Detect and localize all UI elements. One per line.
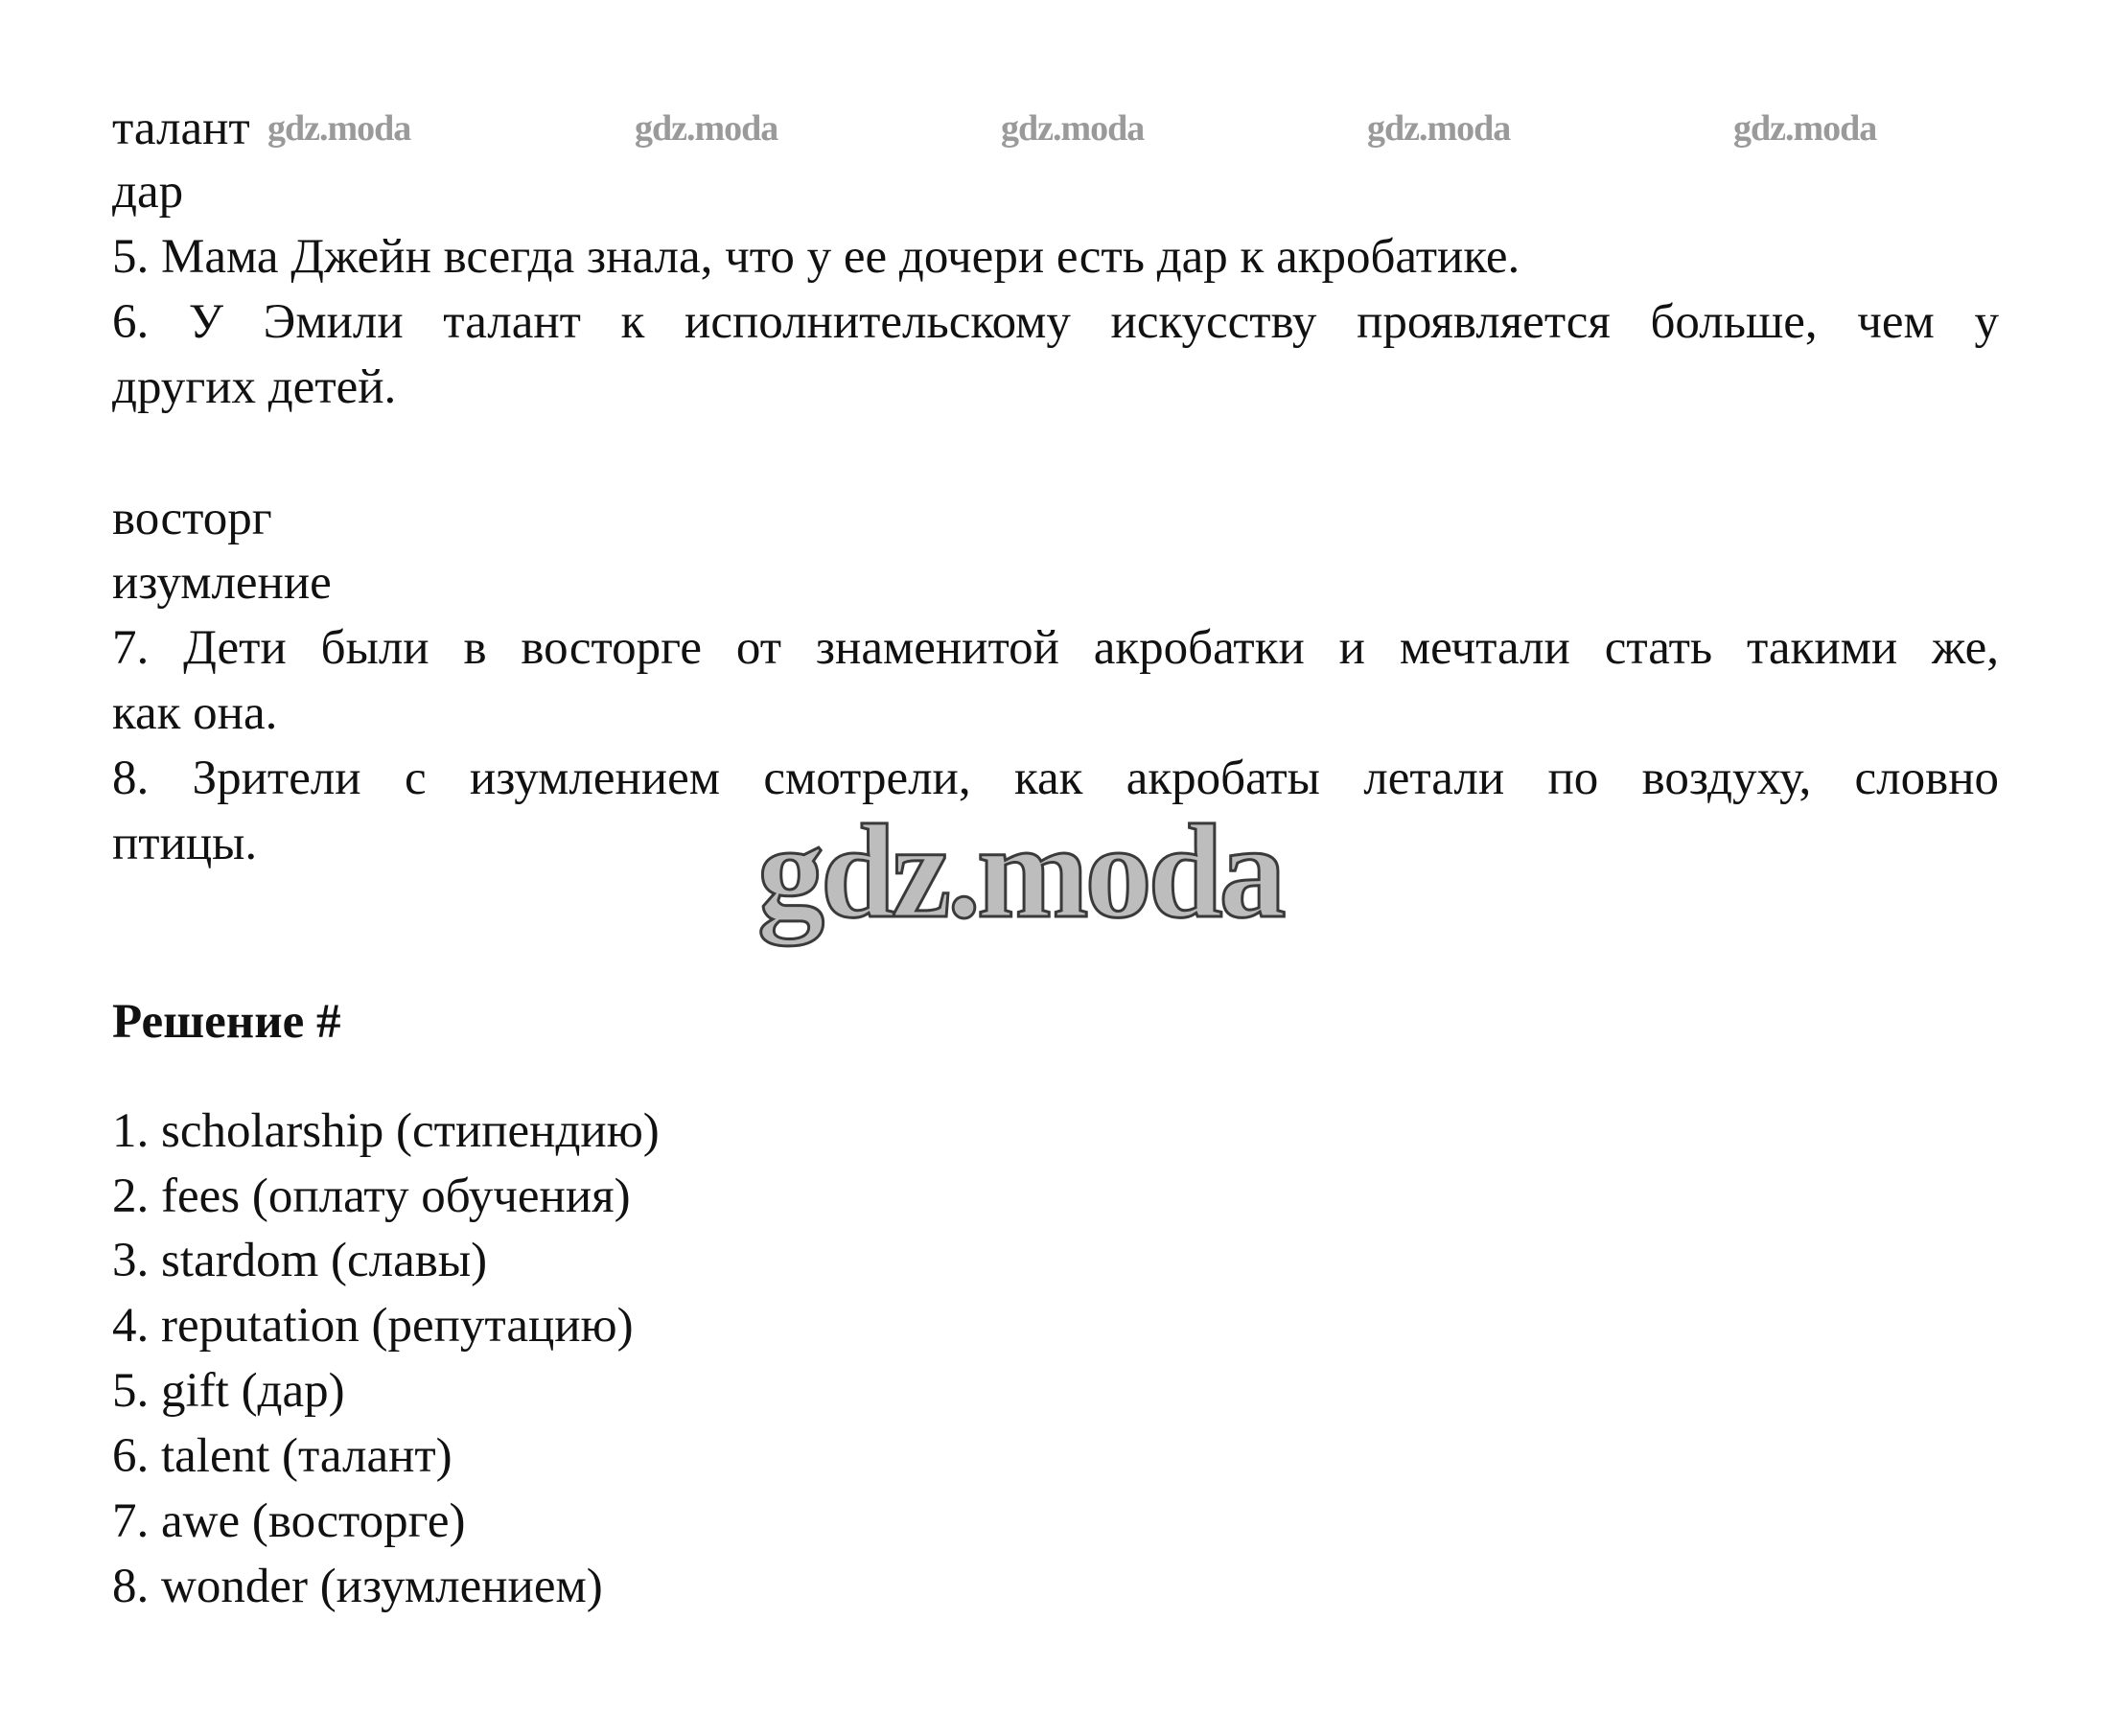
sentence-6-line-2: других детей. xyxy=(112,360,397,414)
watermark-small-5: gdz.moda xyxy=(1733,108,1877,149)
sentence-8-line-1: 8. Зрители с изумлением смотрели, как акробаты летали по воздуху, словно xyxy=(112,752,1999,805)
answer-item: 6. talent (талант) xyxy=(112,1429,453,1483)
sentence-7-line-2: как она. xyxy=(112,686,278,740)
watermark-small-2: gdz.moda xyxy=(635,108,778,149)
watermark-small-4: gdz.moda xyxy=(1367,108,1511,149)
watermark-large: gdz.moda xyxy=(757,798,1283,946)
answer-item: 7. awe (восторге) xyxy=(112,1494,466,1548)
word-talent: талант xyxy=(112,102,250,155)
solution-heading: Решение # xyxy=(112,995,341,1049)
answer-item: 4. reputation (репутацию) xyxy=(112,1299,634,1353)
answer-item: 2. fees (оплату обучения) xyxy=(112,1169,631,1223)
watermark-small-3: gdz.moda xyxy=(1001,108,1145,149)
word-gift: дар xyxy=(112,165,184,219)
word-amazement: изумление xyxy=(112,556,332,610)
answer-item: 3. stardom (славы) xyxy=(112,1234,488,1287)
sentence-5: 5. Мама Джейн всегда знала, что у ее дочери есть дар к акробатике. xyxy=(112,230,1520,284)
sentence-8-line-2: птицы. xyxy=(112,817,258,870)
sentence-6-line-1: 6. У Эмили талант к исполнительскому искусству проявляется больше, чем у xyxy=(112,295,1999,349)
watermark-small-1: gdz.moda xyxy=(267,108,411,149)
answer-item: 1. scholarship (стипендию) xyxy=(112,1104,660,1158)
word-delight: восторг xyxy=(112,492,272,545)
sentence-7-line-1: 7. Дети были в восторге от знаменитой акробатки и мечтали стать такими же, xyxy=(112,621,1999,675)
answer-item: 5. gift (дар) xyxy=(112,1364,345,1418)
answer-item: 8. wonder (изумлением) xyxy=(112,1560,603,1613)
